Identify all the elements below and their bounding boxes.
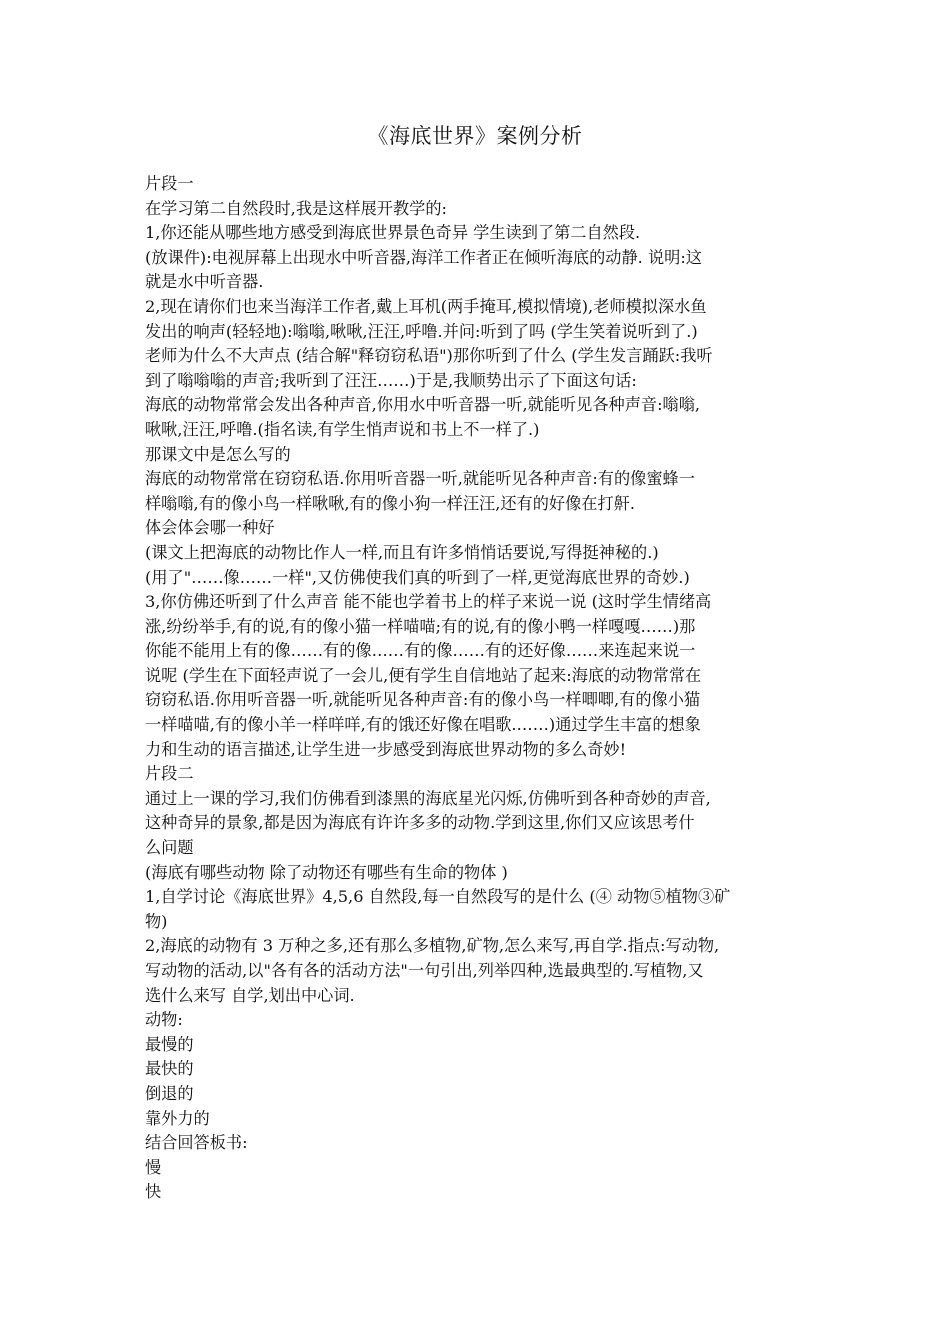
paragraph-line: 写动物的活动,以"各有各的活动方法"一句引出,列举四种,选最典型的.写植物,又 bbox=[145, 961, 704, 980]
paragraph-line: 2,现在请你们也来当海洋工作者,戴上耳机(两手掩耳,模拟情境),老师模拟深水鱼 bbox=[145, 296, 707, 316]
paragraph-line: (放课件):电视屏幕上出现水中听音器,海洋工作者正在倾听海底的动静. 说明:这 bbox=[145, 247, 702, 267]
paragraph-line: 最快的 bbox=[145, 1059, 194, 1079]
paragraph-line: 物) bbox=[145, 911, 168, 931]
document-title: 《海底世界》案例分析 bbox=[367, 124, 583, 148]
paragraph-line: 就是水中听音器. bbox=[145, 272, 264, 292]
document-body bbox=[145, 172, 810, 1205]
paragraph-line: 倒退的 bbox=[145, 1083, 194, 1103]
paragraph-line: 力和生动的语言描述,让学生进一步感受到海底世界动物的多么奇妙! bbox=[145, 739, 627, 759]
paragraph-line: 说呢 (学生在下面轻声说了一会儿,便有学生自信地站了起来:海底的动物常常在 bbox=[145, 665, 702, 685]
paragraph-line: 慢 bbox=[145, 1157, 162, 1177]
paragraph-line: 动物: bbox=[145, 1010, 183, 1030]
paragraph-line: (海底有哪些动物 除了动物还有哪些有生命的物体 ) bbox=[145, 862, 508, 882]
paragraph-line: 一样喵喵,有的像小羊一样咩咩,有的饿还好像在唱歌.……)通过学生丰富的想象 bbox=[145, 715, 701, 735]
paragraph-line: 那课文中是怎么写的 bbox=[145, 444, 291, 464]
paragraph-line: 选什么来写 自学,划出中心词. bbox=[145, 985, 355, 1005]
paragraph-line: 靠外力的 bbox=[145, 1108, 210, 1128]
paragraph-line: 片段一 bbox=[145, 174, 194, 193]
paragraph-line: 这种奇异的景象,都是因为海底有许许多多的动物.学到这里,你们又应该思考什 bbox=[145, 813, 695, 833]
paragraph-line: 1,你还能从哪些地方感受到海底世界景色奇异 学生读到了第二自然段. bbox=[145, 223, 641, 243]
paragraph-line: 在学习第二自然段时,我是这样展开教学的: bbox=[145, 198, 447, 218]
paragraph-line: 老师为什么不大声点 (结合解"释窃窃私语")那你听到了什么 (学生发言踊跃:我听 bbox=[145, 346, 713, 366]
paragraph-line: 片段二 bbox=[145, 764, 194, 784]
paragraph-line: (用了"……像……一样",又仿佛使我们真的听到了一样,更觉海底世界的奇妙.) bbox=[145, 567, 690, 587]
paragraph-line: 么问题 bbox=[145, 838, 194, 858]
paragraph-line: 样嗡嗡,有的像小鸟一样啾啾,有的像小狗一样汪汪,还有的好像在打鼾. bbox=[145, 493, 636, 513]
paragraph-line: 涨,纷纷举手,有的说,有的像小猫一样喵喵;有的说,有的像小鸭一样嘎嘎……)那 bbox=[145, 616, 696, 636]
paragraph-line: 体会体会哪一种好 bbox=[145, 518, 275, 538]
paragraph-line: 到了嗡嗡嗡的声音;我听到了汪汪……)于是,我顺势出示了下面这句话: bbox=[145, 370, 637, 390]
paragraph-line: 窃窃私语.你用听音器一听,就能听见各种声音:有的像小鸟一样唧唧,有的像小猫 bbox=[145, 690, 701, 710]
paragraph-line: 发出的响声(轻轻地):嗡嗡,啾啾,汪汪,呼噜.并问:听到了吗 (学生笑着说听到了.) bbox=[145, 321, 698, 341]
paragraph-line: 海底的动物常常会发出各种声音,你用水中听音器一听,就能听见各种声音:嗡嗡, bbox=[145, 395, 701, 415]
paragraph-line: 海底的动物常常在窃窃私语.你用听音器一听,就能听见各种声音:有的像蜜蜂一 bbox=[145, 469, 695, 489]
paragraph-line: 通过上一课的学习,我们仿佛看到漆黑的海底星光闪烁,仿佛听到各种奇妙的声音, bbox=[145, 788, 711, 808]
paragraph-line: 你能不能用上有的像……有的像……有的像……有的还好像……来连起来说一 bbox=[145, 641, 696, 661]
paragraph-line: 结合回答板书: bbox=[145, 1133, 248, 1153]
paragraph-line: 最慢的 bbox=[145, 1034, 194, 1054]
paragraph-line: 2,海底的动物有 3 万种之多,还有那么多植物,矿物,怎么来写,再自学.指点:写动物, bbox=[145, 936, 720, 956]
paragraph-line: 啾啾,汪汪,呼噜.(指名读,有学生悄声说和书上不一样了.) bbox=[145, 419, 540, 439]
paragraph-line: (课文上把海底的动物比作人一样,而且有许多悄悄话要说,写得挺神秘的.) bbox=[145, 542, 659, 562]
paragraph-line: 1,自学讨论《海底世界》4,5,6 自然段,每一自然段写的是什么 (④ 动物⑤植物③矿 bbox=[145, 887, 731, 907]
paragraph-line: 快 bbox=[145, 1182, 162, 1202]
paragraph-line: 3,你仿佛还听到了什么声音 能不能也学着书上的样子来说一说 (这时学生情绪高 bbox=[145, 592, 712, 612]
